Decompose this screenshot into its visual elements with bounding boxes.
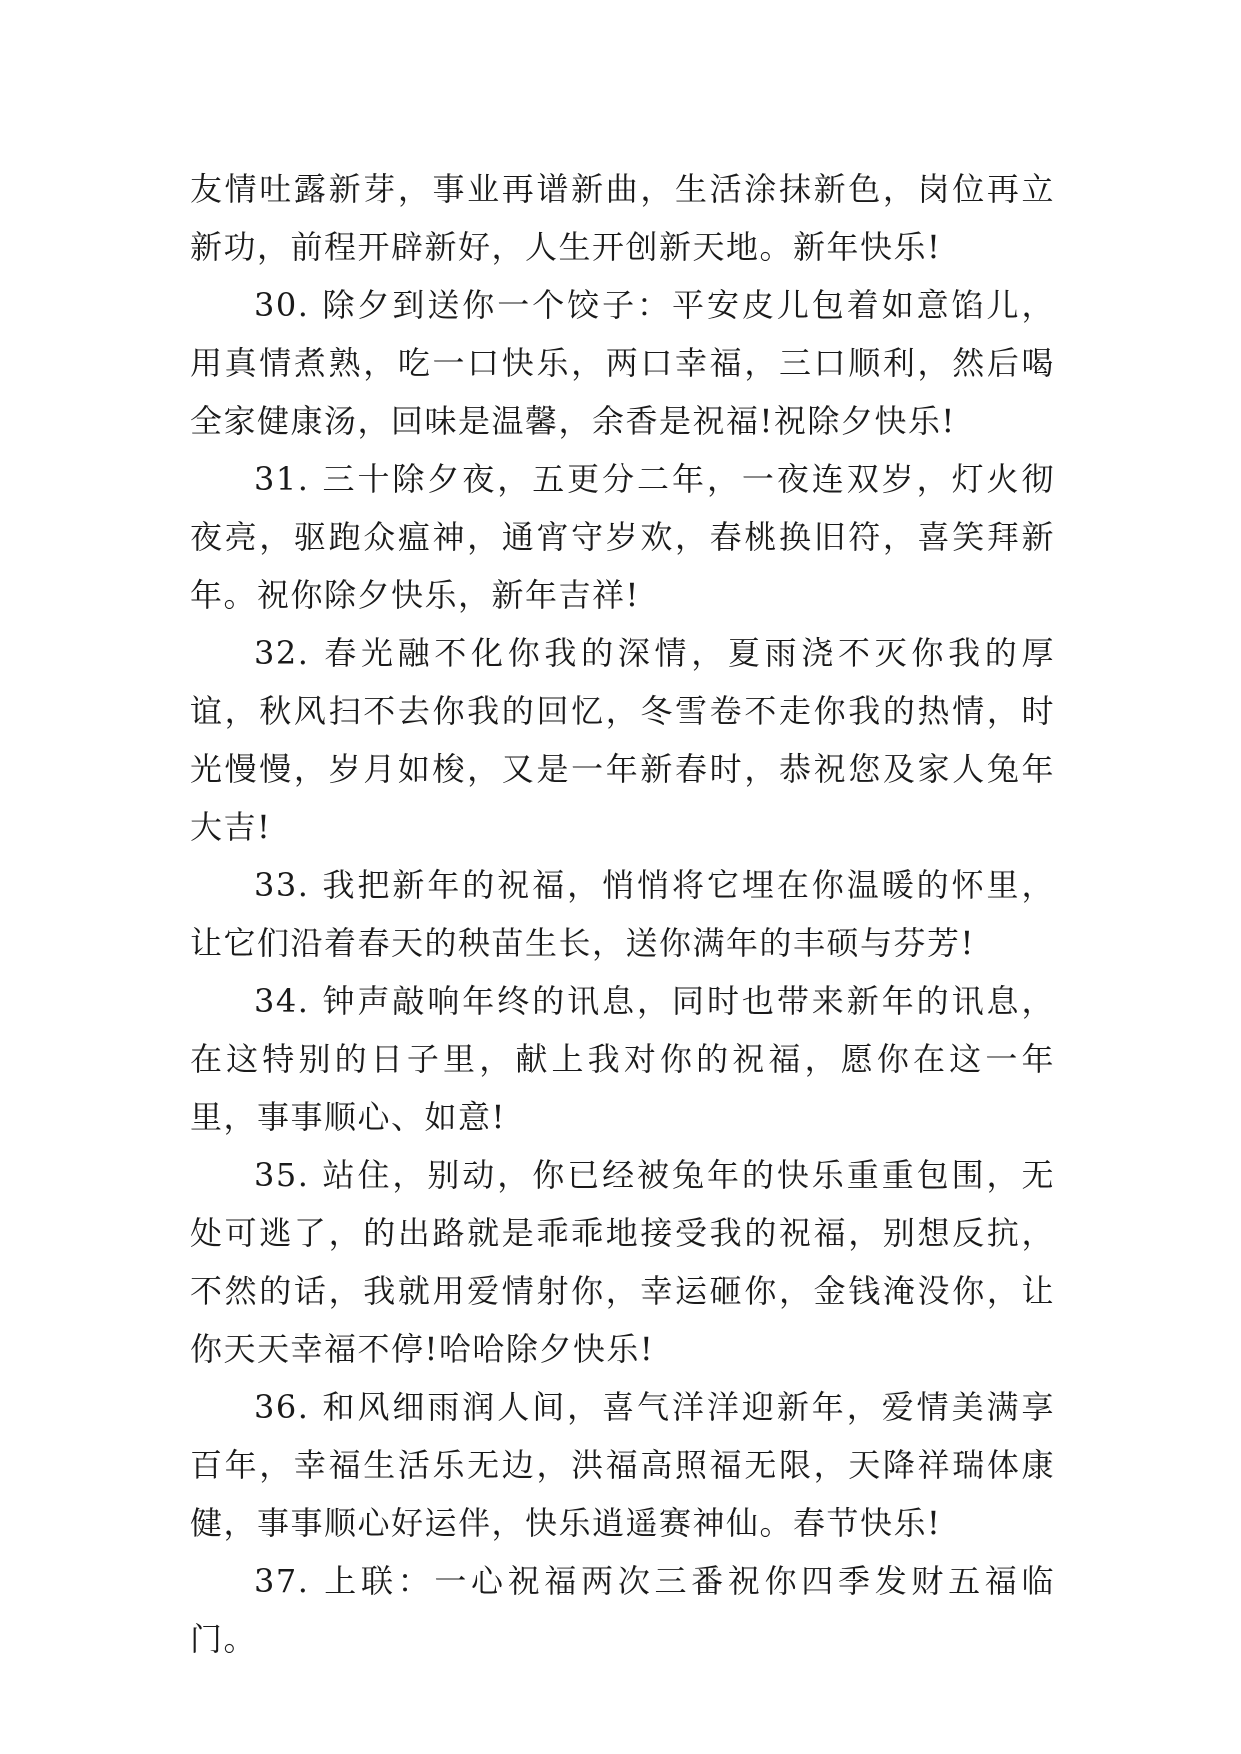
paragraph-33: 33. 我把新年的祝福，悄悄将它埋在你温暖的怀里，让它们沿着春天的秧苗生长，送你满年的丰硕与芬芳! [190, 866, 1055, 962]
paragraph-continuation: 友情吐露新芽，事业再谱新曲，生活涂抹新色，岗位再立新功，前程开辟新好，人生开创新天地。新年快乐! [190, 170, 1055, 266]
paragraph-37: 37. 上联：一心祝福两次三番祝你四季发财五福临门。 [190, 1562, 1055, 1658]
document-page [190, 160, 1055, 1668]
paragraph-32: 32. 春光融不化你我的深情，夏雨浇不灭你我的厚谊，秋风扫不去你我的回忆，冬雪卷不走你我的热情，时光慢慢，岁月如梭，又是一年新春时，恭祝您及家人兔年大吉! [190, 634, 1055, 846]
paragraph-36: 36. 和风细雨润人间，喜气洋洋迎新年，爱情美满享百年，幸福生活乐无边，洪福高照福无限，天降祥瑞体康健，事事顺心好运伴，快乐逍遥赛神仙。春节快乐! [190, 1388, 1055, 1542]
paragraph-31: 31. 三十除夕夜，五更分二年，一夜连双岁，灯火彻夜亮，驱跑众瘟神，通宵守岁欢，春桃换旧符，喜笑拜新年。祝你除夕快乐，新年吉祥! [190, 460, 1055, 614]
paragraph-35: 35. 站住，别动，你已经被兔年的快乐重重包围，无处可逃了，的出路就是乖乖地接受我的祝福，别想反抗，不然的话，我就用爱情射你，幸运砸你，金钱淹没你，让你天天幸福不停!哈哈除夕快乐! [190, 1156, 1055, 1368]
paragraph-34: 34. 钟声敲响年终的讯息，同时也带来新年的讯息，在这特别的日子里，献上我对你的祝福，愿你在这一年里，事事顺心、如意! [190, 982, 1055, 1136]
paragraph-30: 30. 除夕到送你一个饺子：平安皮儿包着如意馅儿，用真情煮熟，吃一口快乐，两口幸福，三口顺利，然后喝全家健康汤，回味是温馨，余香是祝福!祝除夕快乐! [190, 286, 1055, 440]
